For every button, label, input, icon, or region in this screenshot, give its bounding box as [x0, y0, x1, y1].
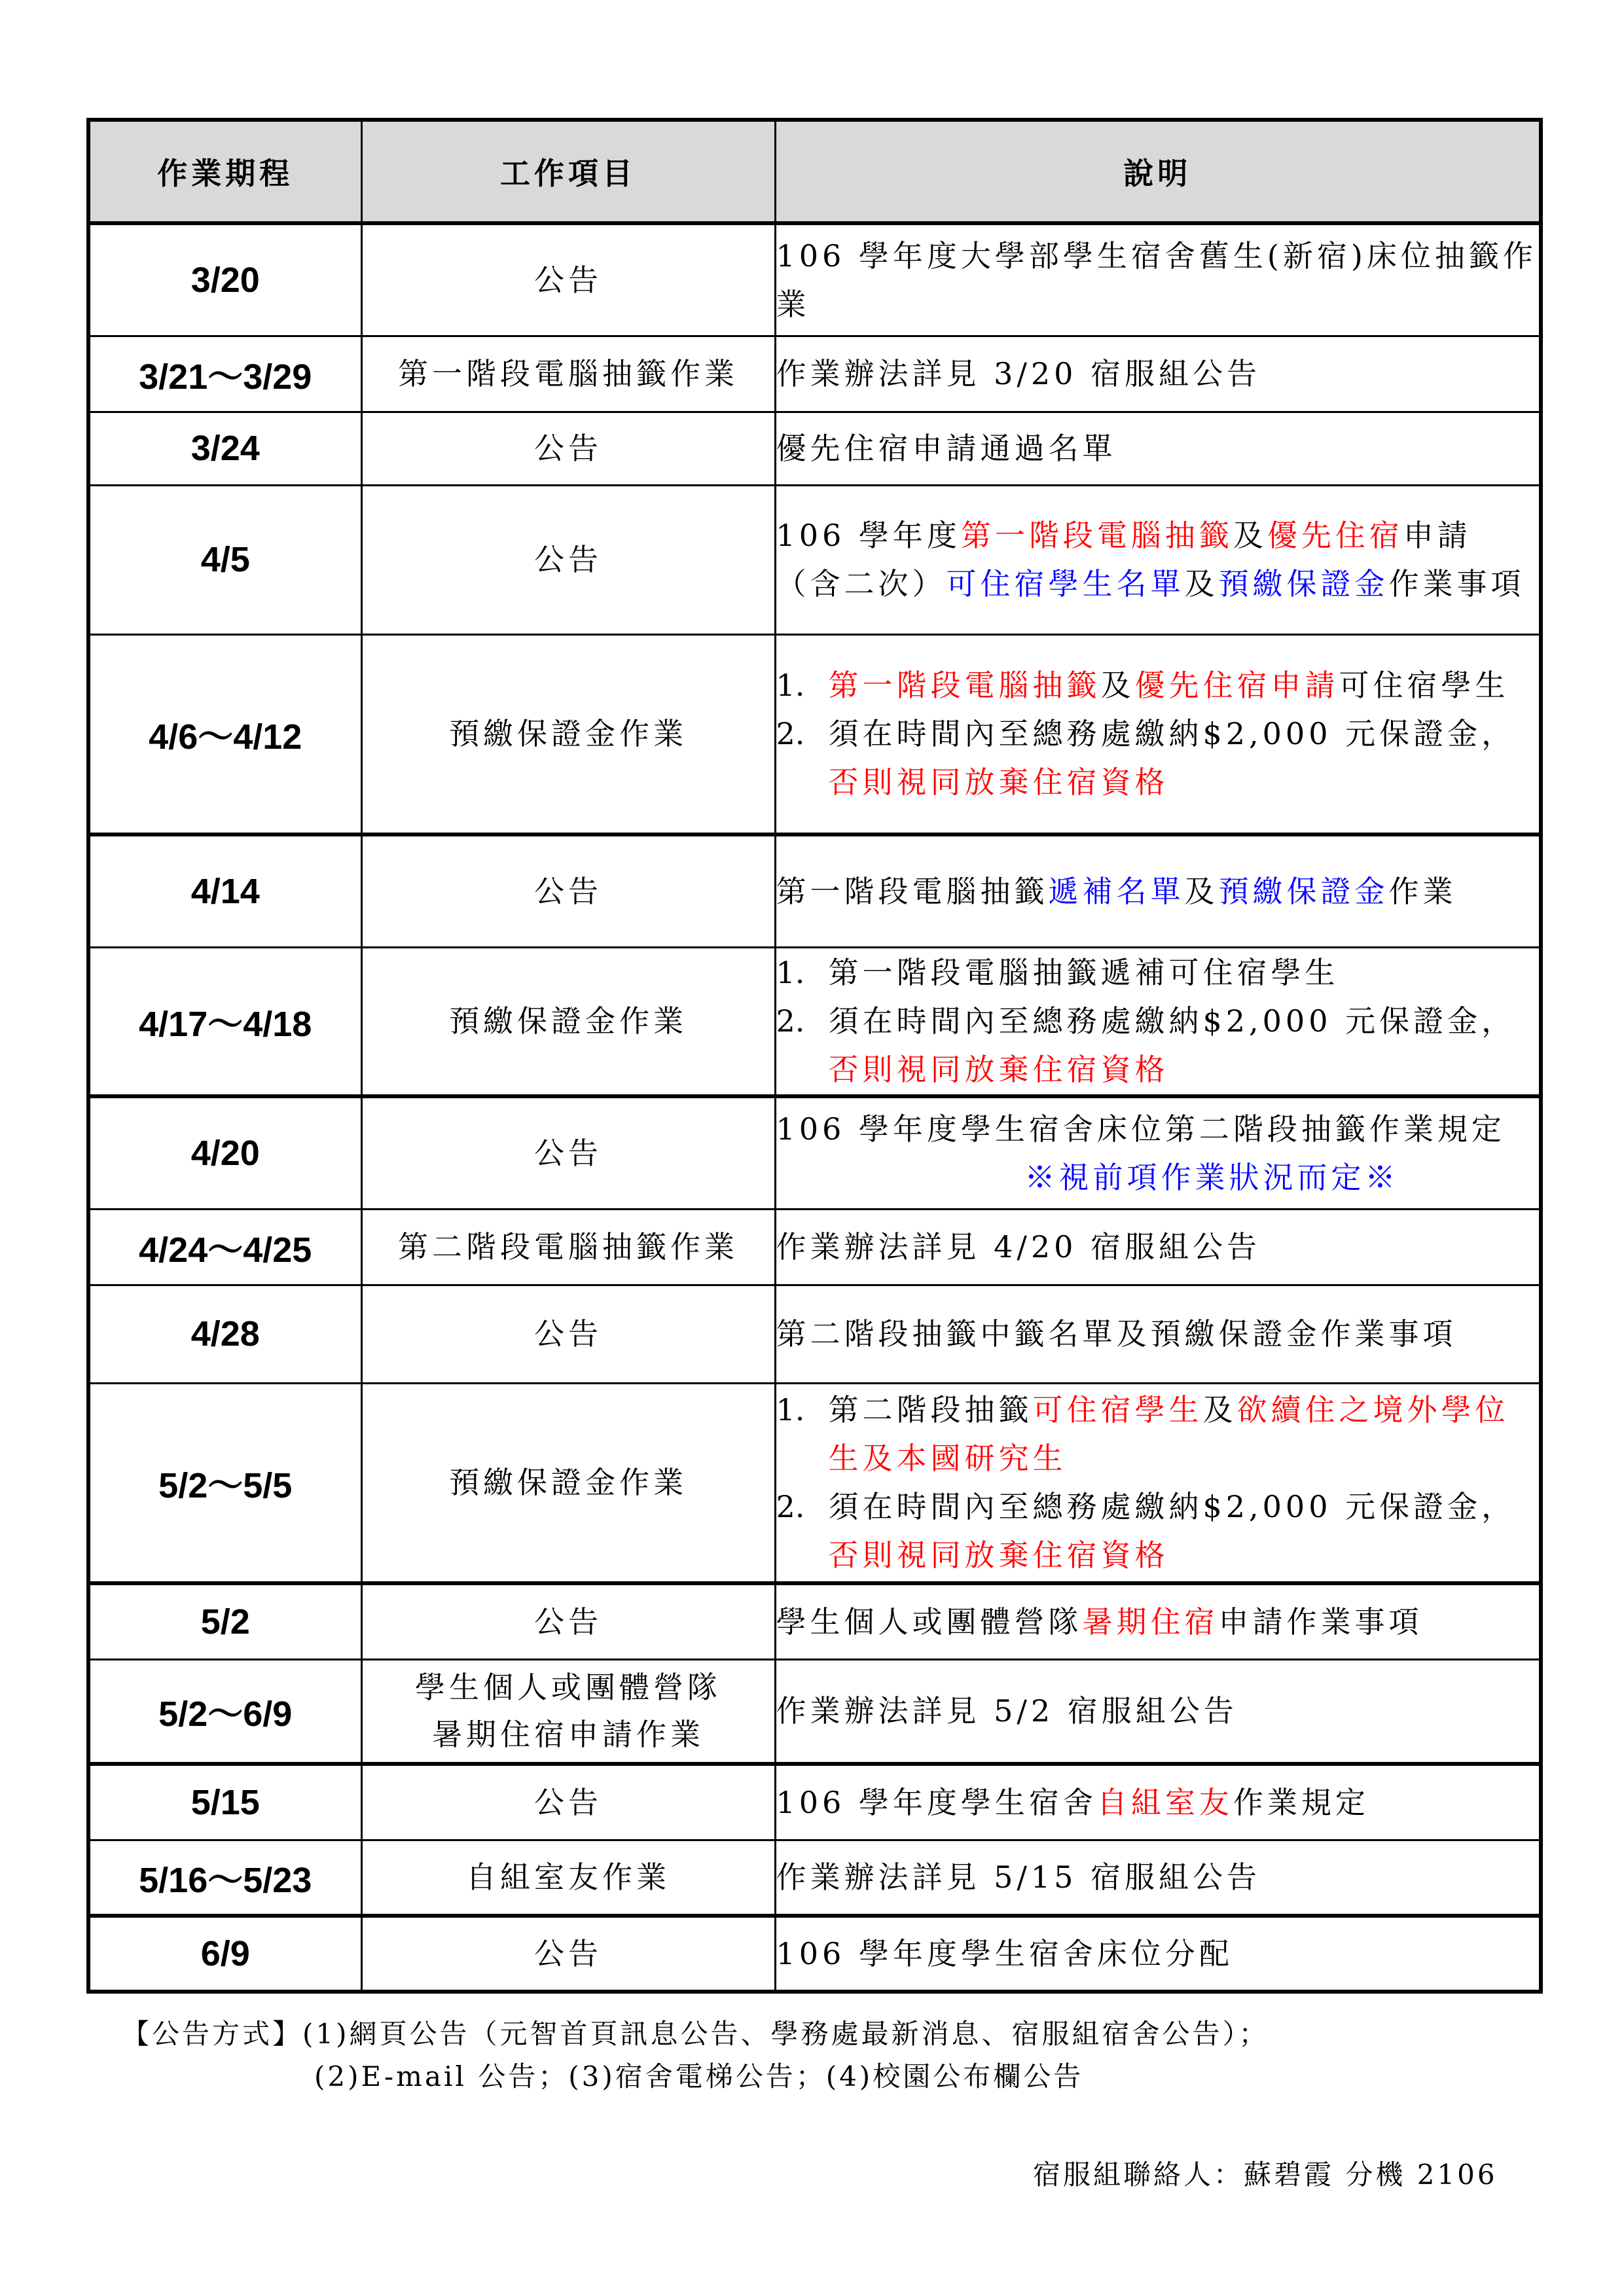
table-row: [88, 485, 1541, 634]
announcement-methods-line-2: (2)E-mail 公告；(3)宿舍電梯公告；(4)校園公布欄公告: [314, 2060, 1084, 2092]
work-item-cell: 第二階段電腦抽籤作業: [361, 1209, 775, 1285]
date-cell: 5/2: [88, 1583, 361, 1659]
list-item: [776, 1482, 1540, 1579]
highlight-text: 可住宿學生: [1032, 1392, 1203, 1428]
table-row: [88, 1840, 1541, 1916]
work-item-cell: 公告: [361, 1285, 775, 1383]
description-text: 106 學年度大學部學生宿舍舊生(新宿)床位抽籤作業: [776, 238, 1537, 322]
list-number: 2.: [776, 1003, 805, 1039]
highlight-text: 第一階段電腦抽籤: [960, 518, 1233, 553]
description-text: 作業規定: [1233, 1784, 1369, 1820]
table-row: [88, 1383, 1541, 1583]
highlight-text: 預繳保證金: [1218, 566, 1389, 601]
list-number: 1.: [776, 1392, 805, 1428]
description-text: 106 學年度學生宿舍: [776, 1784, 1097, 1820]
description-cell: [775, 1096, 1541, 1209]
description-cell: [775, 947, 1541, 1096]
date-cell: 4/14: [88, 834, 361, 947]
date-cell: 5/15: [88, 1764, 361, 1840]
description-text: 作業辦法詳見 3/20 宿服組公告: [776, 356, 1261, 391]
list-item: [776, 948, 1540, 997]
description-cell: [775, 1840, 1541, 1916]
highlight-text: 遞補名單: [1048, 873, 1185, 909]
table-row: [88, 223, 1541, 336]
description-text: 學生個人或團體營隊: [776, 1604, 1083, 1640]
highlight-text: 否則視同放棄住宿資格: [828, 1052, 1169, 1088]
schedule-table: [86, 118, 1543, 1994]
work-item-cell: 預繳保證金作業: [361, 1383, 775, 1583]
work-item-cell: 公告: [361, 1916, 775, 1992]
description-cell: [775, 1285, 1541, 1383]
date-cell: 3/21～3/29: [88, 336, 361, 412]
date-cell: 4/5: [88, 485, 361, 634]
date-cell: 4/6～4/12: [88, 634, 361, 834]
table-row: [88, 1916, 1541, 1992]
work-item-cell: 第一階段電腦抽籤作業: [361, 336, 775, 412]
description-text: 作業辦法詳見 5/2 宿服組公告: [776, 1693, 1238, 1729]
description-text: 及: [1184, 873, 1219, 909]
table-row: [88, 1096, 1541, 1209]
work-item-cell: [361, 1659, 775, 1764]
header-description: 說明: [775, 120, 1541, 223]
contact-person: 宿服組聯絡人：蘇碧霞 分機 2106: [1033, 2159, 1498, 2191]
work-item-line: 學生個人或團體營隊: [415, 1670, 721, 1706]
highlight-text: 否則視同放棄住宿資格: [828, 1537, 1169, 1573]
description-cell: [775, 1916, 1541, 1992]
date-cell: 5/2～6/9: [88, 1659, 361, 1764]
description-text: 作業辦法詳見 4/20 宿服組公告: [776, 1229, 1261, 1265]
list-number: 2.: [776, 716, 805, 752]
description-cell: [775, 412, 1541, 485]
description-text: 申請作業事項: [1218, 1604, 1423, 1640]
highlight-text: 第一階段電腦抽籤: [828, 668, 1101, 704]
work-item-cell: 公告: [361, 1583, 775, 1659]
table-row: [88, 947, 1541, 1096]
description-text: 第二階段抽籤: [828, 1392, 1033, 1428]
note-text: ※視前項作業狀況而定※: [1024, 1159, 1399, 1195]
announcement-methods-line-1: 【公告方式】(1)網頁公告（元智首頁訊息公告、學務處最新消息、宿服組宿舍公告）；: [122, 2018, 1269, 2050]
list-item: [776, 1386, 1540, 1482]
work-item-cell: 公告: [361, 485, 775, 634]
description-cell: [775, 336, 1541, 412]
description-text: 作業辦法詳見 5/15 宿服組公告: [776, 1859, 1261, 1895]
date-cell: 4/20: [88, 1096, 361, 1209]
description-text: 及: [1184, 566, 1219, 601]
table-row: [88, 1764, 1541, 1840]
list-item: [776, 709, 1540, 806]
table-row: [88, 412, 1541, 485]
description-text: 須在時間內至總務處繳納$2,000 元保證金，: [828, 1003, 1516, 1039]
table-row: [88, 1583, 1541, 1659]
work-item-cell: 預繳保證金作業: [361, 947, 775, 1096]
table-row: [88, 834, 1541, 947]
date-cell: 3/24: [88, 412, 361, 485]
work-item-cell: 公告: [361, 834, 775, 947]
description-text: 可住宿學生: [1339, 668, 1509, 704]
description-cell: [775, 1583, 1541, 1659]
table-row: [88, 1285, 1541, 1383]
highlight-text: 暑期住宿: [1082, 1604, 1219, 1640]
description-cell: [775, 485, 1541, 634]
highlight-text: 自組室友: [1096, 1784, 1233, 1820]
table-row: [88, 336, 1541, 412]
table-row: [88, 1209, 1541, 1285]
header-row: [88, 120, 1541, 223]
work-item-cell: 公告: [361, 1764, 775, 1840]
date-cell: 4/17～4/18: [88, 947, 361, 1096]
description-text: 及: [1202, 1392, 1237, 1428]
description-cell: [775, 634, 1541, 834]
work-item-cell: 預繳保證金作業: [361, 634, 775, 834]
description-text: 106 學年度學生宿舍床位第二階段抽籤作業規定: [776, 1111, 1506, 1147]
description-cell: [775, 1209, 1541, 1285]
highlight-text: 可住宿學生名單: [946, 566, 1185, 601]
description-cell: [775, 1764, 1541, 1840]
description-text: 申請（含二次）: [776, 518, 1471, 601]
highlight-text: 預繳保證金: [1218, 873, 1389, 909]
list-item: [776, 997, 1540, 1094]
description-text: 優先住宿申請通過名單: [776, 431, 1117, 466]
description-text: 106 學年度學生宿舍床位分配: [776, 1936, 1233, 1971]
description-text: 及: [1100, 668, 1135, 704]
description-cell: [775, 834, 1541, 947]
description-text: 作業事項: [1388, 566, 1525, 601]
description-cell: [775, 1659, 1541, 1764]
date-cell: 5/2～5/5: [88, 1383, 361, 1583]
header-work-item: 工作項目: [361, 120, 775, 223]
description-text: 第二階段抽籤中籤名單及預繳保證金作業事項: [776, 1316, 1457, 1352]
table-row: [88, 1659, 1541, 1764]
list-number: 1.: [776, 668, 805, 704]
table-row: [88, 634, 1541, 834]
date-cell: 5/16～5/23: [88, 1840, 361, 1916]
date-cell: 6/9: [88, 1916, 361, 1992]
list-number: 2.: [776, 1489, 805, 1525]
work-item-cell: 公告: [361, 223, 775, 336]
description-text: 第一階段電腦抽籤: [776, 873, 1049, 909]
highlight-text: 否則視同放棄住宿資格: [828, 764, 1169, 800]
work-item-cell: 公告: [361, 412, 775, 485]
description-cell: [775, 223, 1541, 336]
description-text: 及: [1233, 518, 1267, 553]
highlight-text: 欲續住之境外學位生及本國研究生: [828, 1392, 1509, 1477]
highlight-text: 優先住宿申請: [1134, 668, 1339, 704]
description-text: 106 學年度: [776, 518, 961, 553]
work-item-cell: 公告: [361, 1096, 775, 1209]
date-cell: 3/20: [88, 223, 361, 336]
list-number: 1.: [776, 955, 805, 991]
date-cell: 4/24～4/25: [88, 1209, 361, 1285]
highlight-text: 優先住宿: [1267, 518, 1403, 553]
description-cell: [775, 1383, 1541, 1583]
description-text: 作業: [1388, 873, 1457, 909]
list-item: [776, 661, 1540, 709]
work-item-line: 暑期住宿申請作業: [432, 1717, 704, 1753]
description-text: 須在時間內至總務處繳納$2,000 元保證金，: [828, 1489, 1516, 1525]
header-schedule: 作業期程: [88, 120, 361, 223]
description-text: 須在時間內至總務處繳納$2,000 元保證金，: [828, 716, 1516, 752]
date-cell: 4/28: [88, 1285, 361, 1383]
work-item-cell: 自組室友作業: [361, 1840, 775, 1916]
description-text: 第一階段電腦抽籤遞補可住宿學生: [828, 955, 1339, 991]
